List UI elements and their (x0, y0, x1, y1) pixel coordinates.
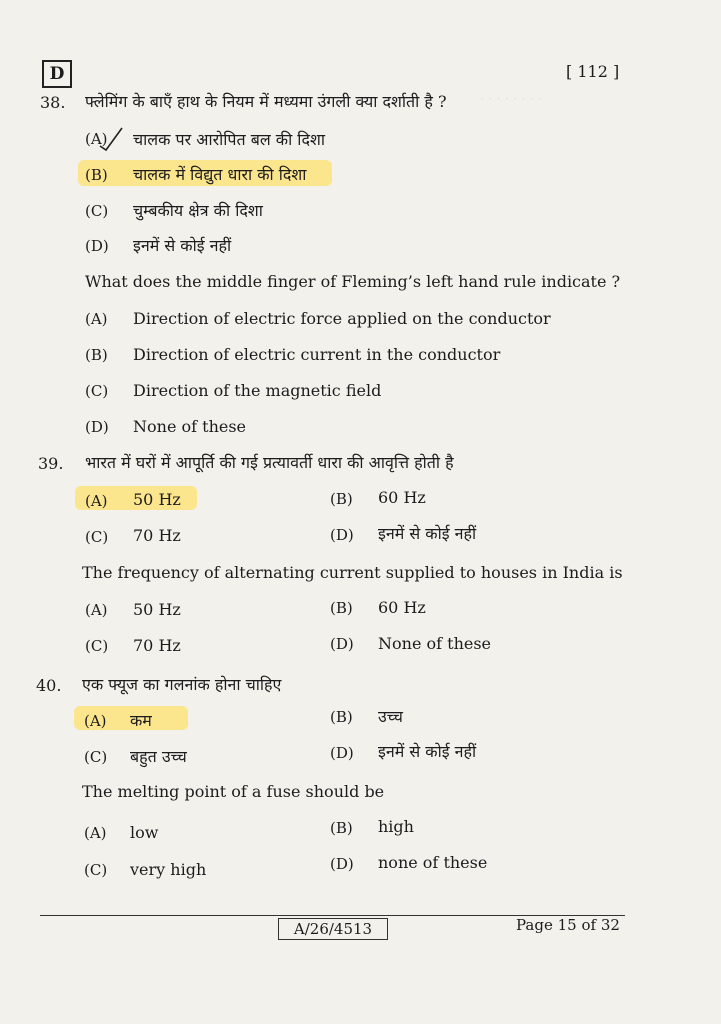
page-marker: [ 112 ] (566, 62, 620, 81)
question-number: 39. (38, 454, 64, 473)
option-text: 60 Hz (378, 598, 426, 617)
option-letter: (D) (85, 237, 109, 255)
option-letter: (B) (85, 346, 108, 364)
option-text: उच्च (378, 707, 403, 726)
set-code-box: D (42, 60, 72, 88)
option-text: low (130, 823, 159, 842)
option-text: 70 Hz (133, 636, 181, 655)
option-text: None of these (133, 417, 247, 436)
option-letter: (D) (330, 855, 354, 873)
option-letter: (A) (85, 601, 108, 619)
option-letter: (C) (85, 637, 109, 655)
option-text: इनमें से कोई नहीं (133, 236, 232, 255)
page-number: Page 15 of 32 (516, 916, 620, 934)
option-text: चालक में विद्युत धारा की दिशा (133, 165, 307, 184)
option-letter: (C) (85, 528, 109, 546)
option-letter: (B) (330, 599, 353, 617)
option-text: Direction of the magnetic field (133, 381, 382, 400)
option-letter: (D) (330, 744, 354, 762)
option-letter: (C) (85, 202, 109, 220)
option-text: चुम्बकीय क्षेत्र की दिशा (133, 201, 263, 220)
option-text: कम (130, 711, 152, 730)
option-text: very high (130, 860, 207, 879)
question-english: The melting point of a fuse should be (82, 782, 385, 801)
question-hindi: फ्लेमिंग के बाएँ हाथ के नियम में मध्यमा उंगली क्या दर्शाती है ? (85, 92, 447, 111)
option-text: None of these (378, 634, 492, 653)
option-text: इनमें से कोई नहीं (378, 524, 477, 543)
option-letter: (C) (84, 861, 108, 879)
option-letter: (A) (85, 310, 108, 328)
question-english: The frequency of alternating current supplied to houses in India is (82, 563, 623, 582)
option-text: 70 Hz (133, 526, 181, 545)
option-letter: (D) (85, 418, 109, 436)
bleed-through-text: · · · · · · · · (480, 92, 542, 107)
question-number: 40. (36, 676, 62, 695)
question-number: 38. (40, 93, 66, 112)
option-letter: (C) (85, 382, 109, 400)
option-letter: (B) (330, 708, 353, 726)
option-text: बहुत उच्च (130, 747, 187, 766)
option-text: चालक पर आरोपित बल की दिशा (133, 130, 325, 149)
option-letter: (A) (85, 130, 108, 148)
option-text: Direction of electric force applied on the conductor (133, 309, 551, 328)
option-text: इनमें से कोई नहीं (378, 742, 477, 761)
paper-code: A/26/4513 (278, 918, 388, 940)
option-letter: (B) (330, 490, 353, 508)
option-letter: (A) (84, 712, 107, 730)
option-letter: (B) (330, 819, 353, 837)
option-text: 60 Hz (378, 488, 426, 507)
option-letter: (A) (84, 824, 107, 842)
question-hindi: भारत में घरों में आपूर्ति की गई प्रत्यावर्ती धारा की आवृत्ति होती है (85, 453, 454, 472)
option-text: 50 Hz (133, 490, 181, 509)
question-english: What does the middle finger of Fleming’s left hand rule indicate ? (85, 272, 621, 291)
option-letter: (C) (84, 748, 108, 766)
option-text: 50 Hz (133, 600, 181, 619)
option-letter: (A) (85, 492, 108, 510)
option-letter: (B) (85, 166, 108, 184)
option-letter: (D) (330, 635, 354, 653)
question-hindi: एक फ्यूज का गलनांक होना चाहिए (82, 675, 282, 694)
option-text: Direction of electric current in the conductor (133, 345, 501, 364)
option-letter: (D) (330, 526, 354, 544)
option-text: high (378, 817, 414, 836)
option-text: none of these (378, 853, 488, 872)
